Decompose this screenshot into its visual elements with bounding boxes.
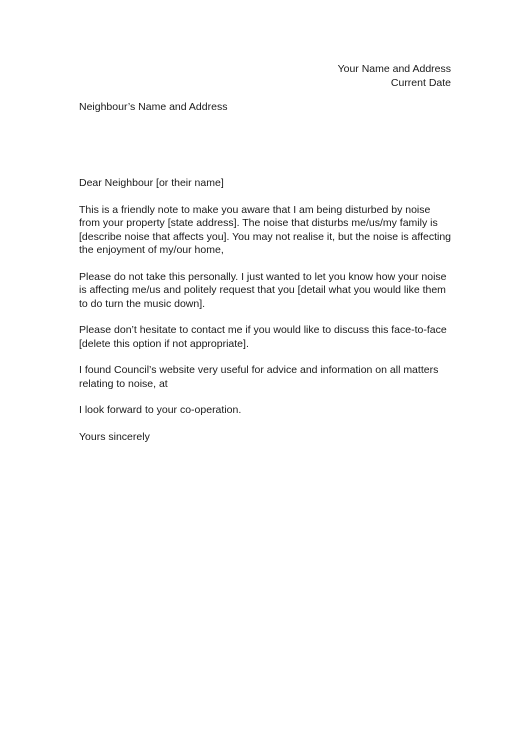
paragraph-noise-description: This is a friendly note to make you aware that I am being disturbed by noise from your property [state address]. The noise that disturbs me/us/my family is [describe noise that affects you]. You may not realise it, but the noise is affecting the enjoyment of my/our home, <box>79 203 452 256</box>
paragraph-contact: Please don’t hesitate to contact me if you would like to discuss this face-to-face [delete this option if not appropriate]. <box>79 324 447 350</box>
letter-body <box>79 177 451 457</box>
paragraph-request: Please do not take this personally. I just wanted to let you know how your noise is affecting me/us and politely request that you [detail what you would like them to do turn the music down]. <box>79 270 447 310</box>
paragraph-cooperation: I look forward to your co-operation. <box>79 404 242 416</box>
closing: Yours sincerely <box>79 430 150 443</box>
recipient-address: Neighbour’s Name and Address <box>79 101 228 113</box>
paragraph-council-website: I found Council’s website very useful for advice and information on all matters relating to noise, at <box>79 364 439 390</box>
salutation: Dear Neighbour [or their name] <box>79 177 224 189</box>
sender-name-address: Your Name and Address <box>337 63 451 75</box>
letter-date: Current Date <box>390 77 451 89</box>
sender-block <box>338 62 451 90</box>
